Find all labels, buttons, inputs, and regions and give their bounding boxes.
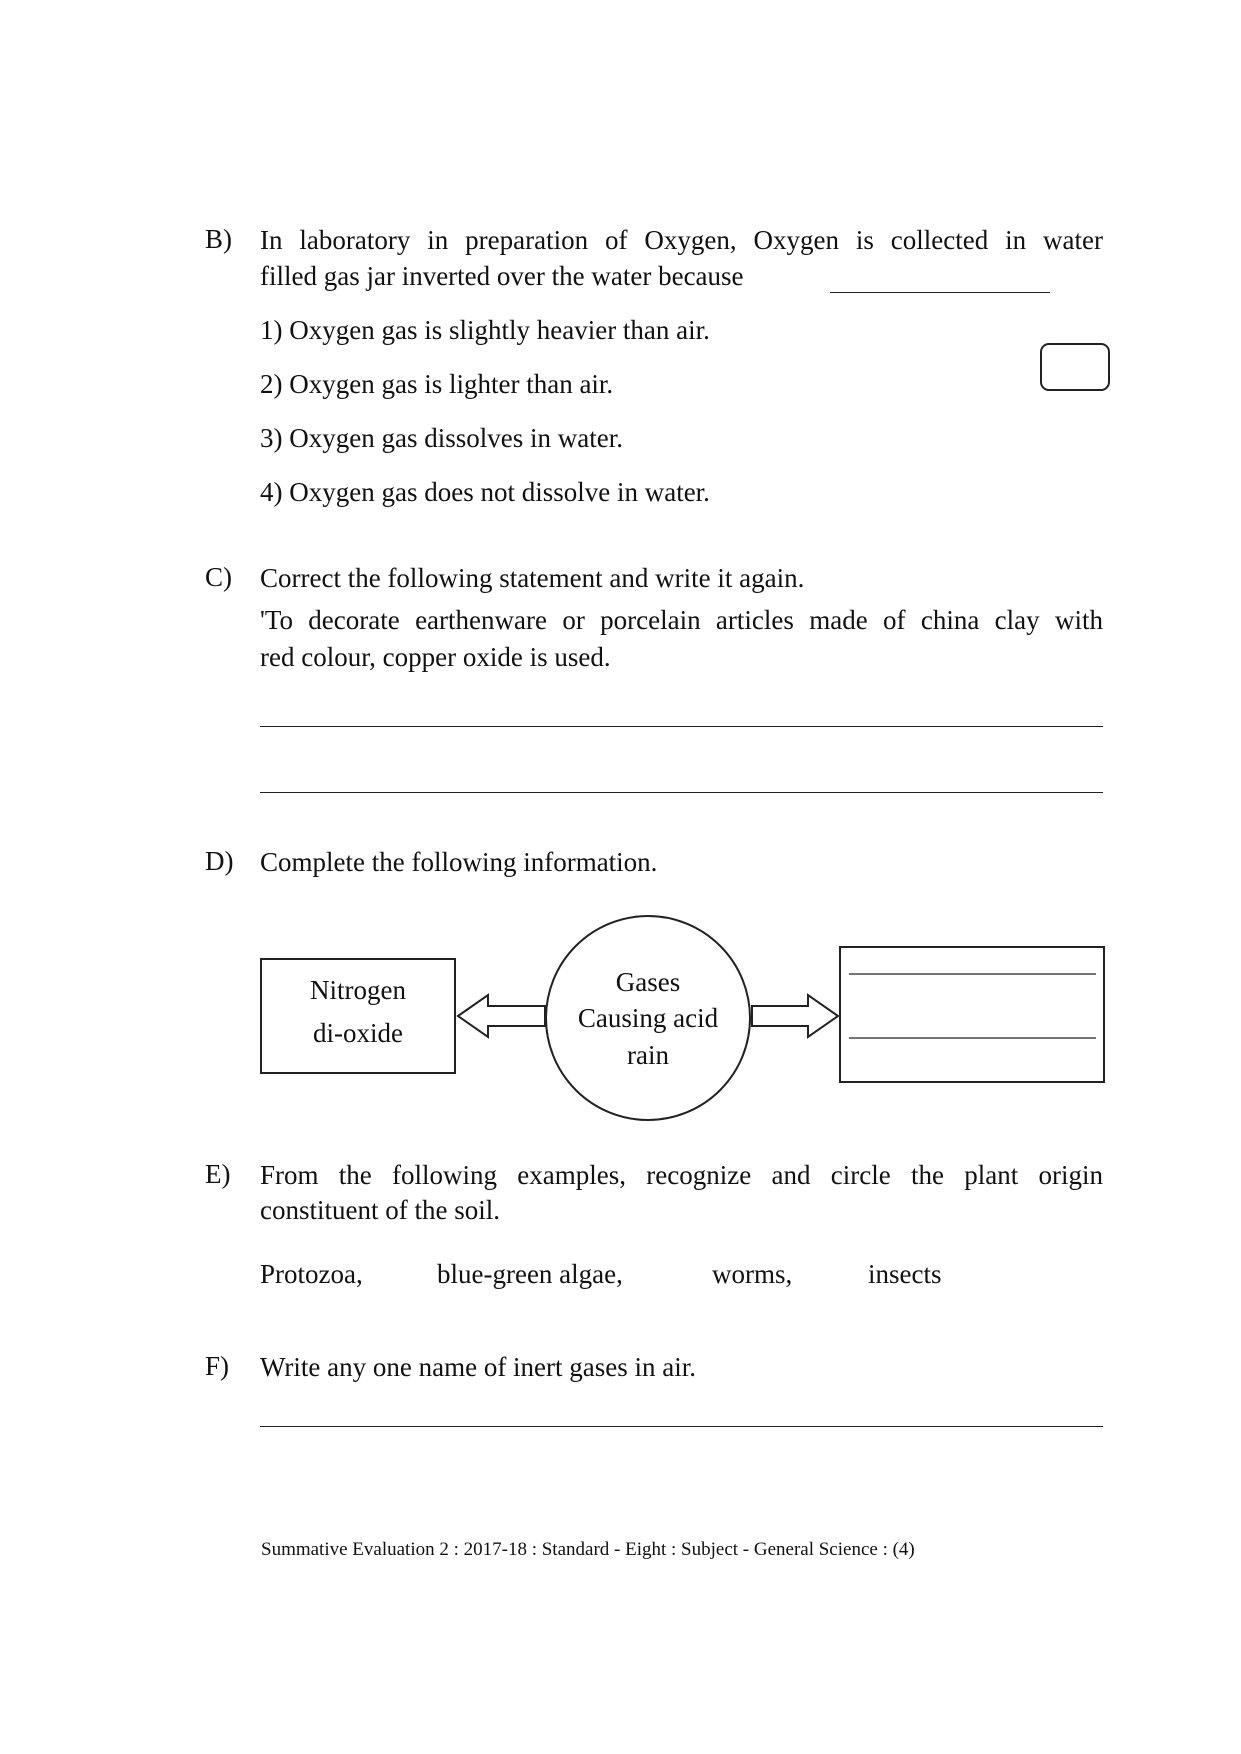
- circle-line1: Gases: [615, 967, 681, 997]
- circle-line2: Causing acid: [577, 1003, 719, 1033]
- left-box-line2: di-oxide: [313, 1018, 403, 1048]
- example-worms[interactable]: worms,: [712, 1259, 793, 1289]
- left-box-line1: Nitrogen: [310, 975, 406, 1005]
- question-f-label: F): [205, 1351, 230, 1381]
- example-protozoa[interactable]: Protozoa,: [260, 1259, 363, 1289]
- right-answer-slot-2[interactable]: [849, 1014, 1096, 1036]
- example-blue-green-algae[interactable]: blue-green algae,: [437, 1259, 623, 1289]
- page-footer: Summative Evaluation 2 : 2017-18 : Standard - Eight : Subject - General Science : (4): [261, 1539, 915, 1560]
- question-f-answer-line[interactable]: [260, 1426, 1103, 1427]
- question-c-label: C): [205, 562, 232, 592]
- example-insects[interactable]: insects: [868, 1259, 942, 1289]
- question-e-line1: From the following examples, recognize and circle the plant origin: [260, 1160, 1103, 1190]
- question-c-statement-line1: 'To decorate earthenware or porcelain articles made of china clay with: [260, 605, 1103, 635]
- question-d-instruction: Complete the following information.: [260, 847, 658, 877]
- question-c-instruction: Correct the following statement and write it again.: [260, 563, 805, 593]
- question-b-option-3: 3) Oxygen gas dissolves in water.: [260, 423, 623, 453]
- question-b-line1: In laboratory in preparation of Oxygen, Oxygen is collected in water: [260, 225, 1103, 255]
- right-answer-slot-1[interactable]: [849, 950, 1096, 972]
- question-b-option-2: 2) Oxygen gas is lighter than air.: [260, 369, 614, 399]
- question-f-instruction: Write any one name of inert gases in air.: [260, 1352, 697, 1382]
- question-b-label: B): [205, 224, 232, 254]
- question-e-label: E): [205, 1159, 231, 1189]
- right-arrow-icon: [752, 995, 838, 1037]
- question-b-option-1: 1) Oxygen gas is slightly heavier than air.: [260, 315, 710, 345]
- question-c-statement-line2: red colour, copper oxide is used.: [260, 642, 611, 672]
- question-b-option-4: 4) Oxygen gas does not dissolve in water.: [260, 477, 710, 507]
- question-d-label: D): [205, 846, 234, 876]
- circle-line3: rain: [627, 1040, 669, 1070]
- question-b-line2: filled gas jar inverted over the water because: [260, 261, 744, 291]
- left-arrow-icon: [458, 995, 545, 1037]
- question-e-line2: constituent of the soil.: [260, 1195, 500, 1225]
